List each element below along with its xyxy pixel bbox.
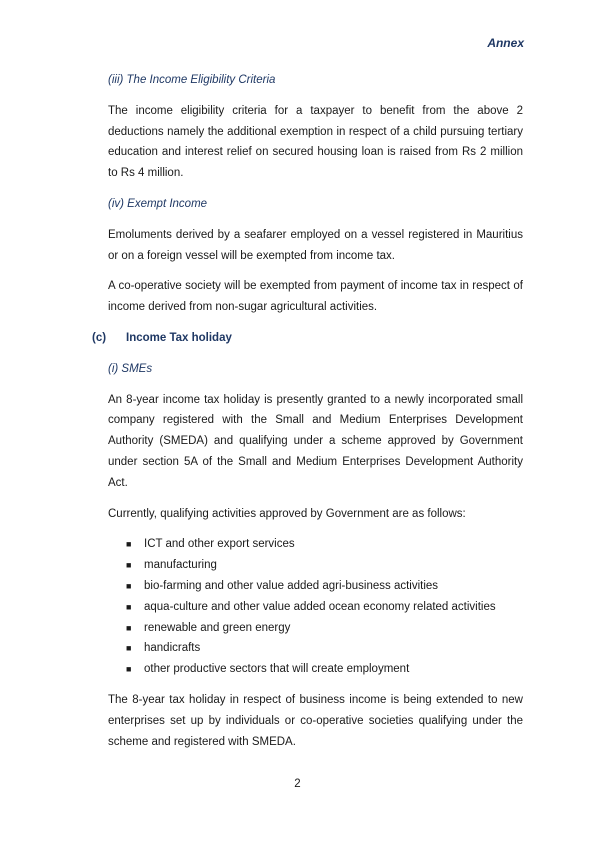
tax-holiday-extension-paragraph: The 8-year tax holiday in respect of business income is being extended to new enterprises set up by individuals or co-operative societies qualifying under the scheme and registered with SMEDA. bbox=[108, 693, 523, 748]
qualifying-activities-list bbox=[108, 534, 523, 680]
income-eligibility-paragraph: The income eligibility criteria for a taxpayer to benefit from the above 2 deductions namely the additional exemption in respect of a child pursuing tertiary education and interest relief on secured housing loan is raised from Rs 2 million to Rs 4 million. bbox=[108, 104, 523, 180]
bullet-icon: ■ bbox=[126, 601, 132, 612]
section-letter: (c) bbox=[92, 331, 107, 344]
list-item: ■ bio-farming and other value added agri-business activities bbox=[108, 576, 523, 597]
tax-holiday-paragraph: An 8-year income tax holiday is presently granted to a newly incorporated small company registered with the Small and Medium Enterprises Development Authority (SMEDA) and qualifying under a scheme approved by Government under section 5A of the Small and Medium Enterprises Development Authority Act. bbox=[108, 393, 523, 489]
list-item: ■ other productive sectors that will create employment bbox=[108, 659, 523, 680]
qualifying-activities-intro: Currently, qualifying activities approved by Government are as follows: bbox=[108, 507, 466, 520]
annex-label: Annex bbox=[487, 36, 524, 50]
bullet-icon: ■ bbox=[126, 539, 132, 550]
cooperative-paragraph: A co-operative society will be exempted from payment of income tax in respect of income derived from non-sugar agricultural activities. bbox=[108, 280, 523, 314]
list-item: ■ manufacturing bbox=[108, 555, 523, 576]
list-item: ■ renewable and green energy bbox=[108, 618, 523, 639]
bullet-icon: ■ bbox=[126, 643, 132, 654]
list-item: ■ ICT and other export services bbox=[108, 534, 523, 555]
document-body bbox=[92, 70, 523, 762]
bullet-icon: ■ bbox=[126, 580, 132, 591]
bullet-icon: ■ bbox=[126, 664, 132, 675]
section-title: Income Tax holiday bbox=[126, 331, 232, 344]
page-number: 2 bbox=[294, 778, 301, 790]
bullet-icon: ■ bbox=[126, 622, 132, 633]
smes-heading: (i) SMEs bbox=[108, 362, 153, 375]
income-tax-holiday-heading bbox=[92, 328, 523, 349]
list-item: ■ handicrafts bbox=[108, 638, 523, 659]
seafarer-paragraph: Emoluments derived by a seafarer employed on a vessel registered in Mauritius or on a foreign vessel will be exempted from income tax. bbox=[108, 228, 523, 262]
list-item: ■ aqua-culture and other value added ocean economy related activities bbox=[108, 597, 523, 618]
bullet-icon: ■ bbox=[126, 560, 132, 571]
income-eligibility-heading: (iii) The Income Eligibility Criteria bbox=[108, 74, 276, 86]
exempt-income-heading: (iv) Exempt Income bbox=[108, 197, 208, 210]
